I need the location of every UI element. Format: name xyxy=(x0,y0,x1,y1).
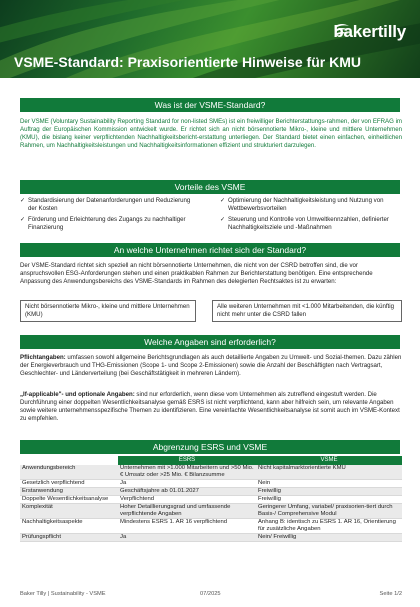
advantages-list-left xyxy=(20,197,198,235)
table-cell-esrs: Verpflichtend xyxy=(118,496,256,504)
table-row xyxy=(20,519,402,534)
who-box-other: Alle weiteren Unternehmen mit <1.000 Mitarbeitenden, die künftig nicht mehr unter die CSRD fallen xyxy=(212,300,402,322)
footer-date: 07/2025 xyxy=(200,591,221,597)
footer-left: Baker Tilly | Sustainability - VSME xyxy=(20,591,106,597)
table-cell-vsme: Anhang B: identisch zu ESRS 1. AR 16, Orientierung für zusätzliche Angaben xyxy=(256,519,402,534)
section-title-advantages: Vorteile des VSME xyxy=(174,182,246,192)
table-row xyxy=(20,504,402,519)
table-cell-vsme: Nein xyxy=(256,480,402,488)
mandatory-text: umfassen sowohl allgemeine Berichtsgrundlagen als auch detaillierte Angaben zu Umwelt- und Sozial-themen. Dazu zählen der Energieverbrauch und THG-Emissionen (Scope 1- und Scope 2-Emissionen) sowie die Anzahl der Beschäftigten nach Vertragsart, Geschlechter- und Länderverteilung (bei Geschäftstätigkeit in mehreren Ländern). xyxy=(20,354,402,378)
table-cell-vsme: Nicht kapitalmarktorientierte KMU xyxy=(256,465,402,480)
who-box-kmu: Nicht börsennotierte Mikro-, kleine und mittlere Unternehmen (KMU) xyxy=(20,300,196,322)
mandatory-label: Pflichtangaben: xyxy=(20,354,66,361)
section-title-disclosures: Welche Angaben sind erforderlich? xyxy=(144,337,276,347)
header-banner xyxy=(0,0,420,78)
bakertilly-logo xyxy=(333,22,406,42)
table-cell-label: Anwendungsbereich xyxy=(20,465,118,480)
table-header-empty xyxy=(20,456,118,465)
optional-text: sind nur erforderlich, wenn diese vom Unternehmen als zutreffend eingestuft werden. Die Durchführung einer doppelten Wesentlichkeitsanalyse gemäß ESRS ist nicht verpflichtend, kann aber hilfreich sein, um relevante Angaben sowie weitere unternehmensspezifische Themen zu identifizieren. Eine vereinfachte Wesentlichkeitsanalyse ist somit auch im VSME-Kontext zu empfehlen. xyxy=(20,391,400,423)
optional-label: „If-applicable"- und optionale Angaben: xyxy=(20,391,135,398)
table-header-vsme: VSME xyxy=(256,456,402,465)
section-header-what xyxy=(20,98,400,112)
optional-disclosures-paragraph xyxy=(20,391,402,423)
table-cell-vsme: Nein/ Freiwillig xyxy=(256,534,402,542)
table-row xyxy=(20,534,402,542)
advantage-item: ✓ Optimierung der Nachhaltigkeitsleistung und Nutzung von Wettbewerbsvorteilen xyxy=(220,197,402,213)
bakertilly-logo-text: bakertilly xyxy=(333,22,406,41)
table-row xyxy=(20,480,402,488)
section-header-disclosures xyxy=(20,335,400,349)
table-cell-label: Gesetzlich verpflichtend xyxy=(20,480,118,488)
table-cell-label: Doppelte Wesentlichkeitsanalyse xyxy=(20,496,118,504)
table-row xyxy=(20,496,402,504)
comparison-table xyxy=(20,456,402,542)
table-cell-vsme: Freiwillig xyxy=(256,488,402,496)
table-header-esrs: ESRS xyxy=(118,456,256,465)
table-cell-esrs: Ja xyxy=(118,534,256,542)
table-cell-esrs: Ja xyxy=(118,480,256,488)
table-cell-esrs: Mindestens ESRS 1. AR 16 verpflichtend xyxy=(118,519,256,534)
advantage-item: ✓ Standardisierung der Datenanforderungen und Reduzierung der Kosten xyxy=(20,197,198,213)
document-title: VSME-Standard: Praxisorientierte Hinweise für KMU xyxy=(14,54,361,70)
table-cell-label: Prüfungspflicht xyxy=(20,534,118,542)
table-cell-esrs: Hoher Detaillierungsgrad und umfassende verpflichtende Angaben xyxy=(118,504,256,519)
advantage-item: ✓ Förderung und Erleichterung des Zugangs zu nachhaltiger Finanzierung xyxy=(20,216,198,232)
table-cell-esrs: Geschäftsjahre ab 01.01.2027 xyxy=(118,488,256,496)
table-cell-label: Komplexität xyxy=(20,504,118,519)
who-paragraph: Der VSME-Standard richtet sich speziell an nicht börsennotierte Unternehmen, die nicht von der CSRD betroffen sind, die vor anspruchsvollen ESG-Anforderungen stehen und einen praktikablen Rahmen zur Berichterstattung benötigen. Eine entsprechende Anpassung des Anwendungsbereichs des VSME-Standards im Rahmen des delegierten Rechtsaktes ist zu erwarten: xyxy=(20,262,373,286)
table-cell-label: Erstanwendung xyxy=(20,488,118,496)
table-cell-label: Nachhaltigkeitsaspekte xyxy=(20,519,118,534)
table-row xyxy=(20,465,402,480)
advantages-list-right xyxy=(220,197,402,235)
mandatory-disclosures-paragraph xyxy=(20,354,402,378)
footer-page-number: Seite 1/2 xyxy=(379,591,402,597)
bakertilly-logo-icon xyxy=(333,22,351,40)
table-cell-vsme: Freiwillig xyxy=(256,496,402,504)
table-row xyxy=(20,488,402,496)
section-title-who: An welche Unternehmen richtet sich der Standard? xyxy=(113,245,307,255)
table-header-row xyxy=(20,456,402,465)
section-title-what: Was ist der VSME-Standard? xyxy=(154,100,266,110)
section-header-who xyxy=(20,243,400,257)
table-cell-esrs: Unternehmen mit >1.000 Mitarbeitern und >50 Mio. € Umsatz oder >25 Mio. € Bilanzsumme xyxy=(118,465,256,480)
advantage-item: ✓ Steuerung und Kontrolle von Umweltkennzahlen, definierter Nachhaltigkeitsziele und -Maßnahmen xyxy=(220,216,402,232)
section-title-comparison: Abgrenzung ESRS und VSME xyxy=(152,442,268,452)
table-cell-vsme: Geringerer Umfang, variabel/ praxisorien-tiert durch Basis-/ Comprehensive Modul xyxy=(256,504,402,519)
what-paragraph: Der VSME (Voluntary Sustainability Reporting Standard for non-listed SMEs) ist ein freiwilliger Berichterstattungs-rahmen, der von EFRAG im Auftrag der Europäischen Kommission entwickelt wurde. Er richtet sich an nicht börsennotierte Mikro-, kleine und mittlere Unternehmen (KMU), die bislang keiner verpflichtenden Nachhaltigkeitsbericht-erstattung unterliegen. Der Standard bietet einen einfachen, einheitlichen Rahmen, um Nachhaltigkeitsleistungen und Nachhaltigkeitsinformationen effizient und strukturiert darzulegen. xyxy=(20,118,402,150)
section-header-advantages xyxy=(20,180,400,194)
section-header-comparison xyxy=(20,440,400,454)
